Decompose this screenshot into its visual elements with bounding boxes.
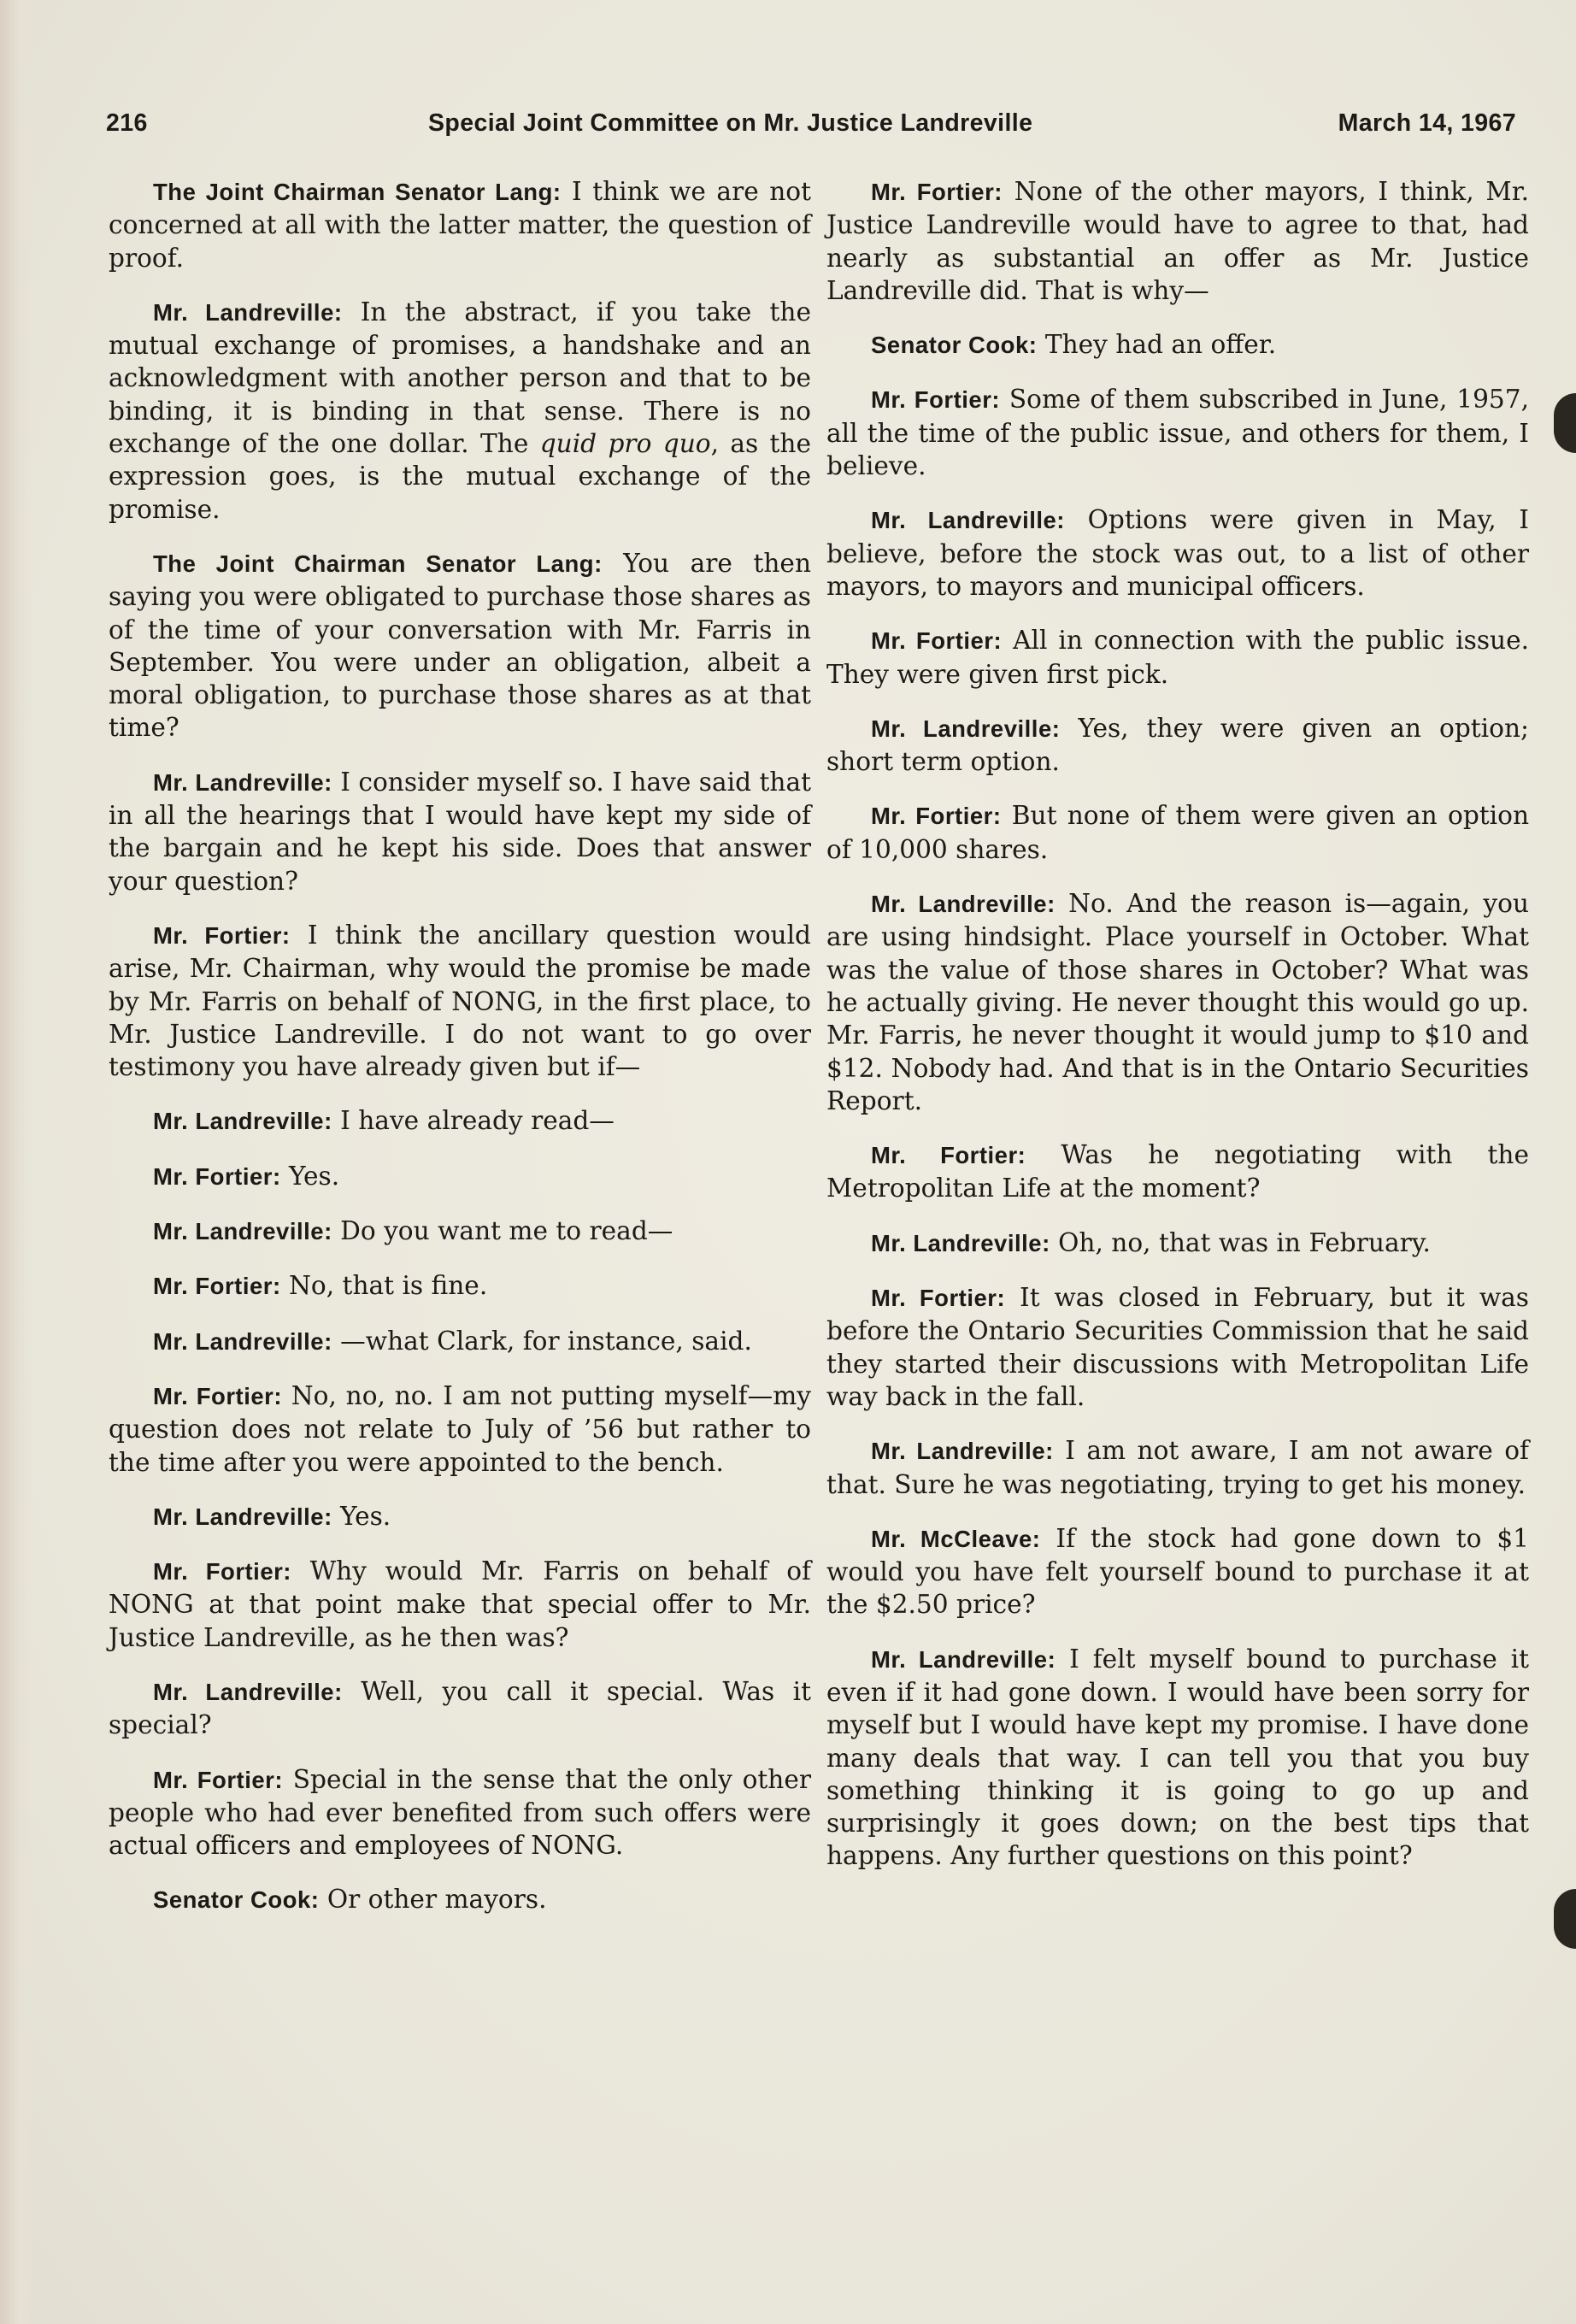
speech-text: I am not aware, I am not aware of that. Sure he was negotiating, trying to get his money. xyxy=(826,1436,1529,1499)
header-date: March 14, 1967 xyxy=(1338,109,1516,137)
speaker-name: Mr. Landreville: xyxy=(153,1218,332,1245)
transcript-paragraph xyxy=(109,175,811,274)
speech-text: Special in the sense that the only other people who had ever benefited from such offers were actual officers and employees of NONG. xyxy=(109,1764,811,1861)
speech-text: Yes. xyxy=(332,1501,391,1531)
transcript-paragraph xyxy=(109,1675,811,1742)
transcript-paragraph xyxy=(109,1104,811,1138)
transcript-paragraph xyxy=(109,296,811,526)
speaker-name: Mr. Fortier: xyxy=(871,386,1001,414)
speech-text: I think we are not concerned at all with the latter matter, the question of proof. xyxy=(109,177,811,273)
transcript-paragraph xyxy=(826,1138,1529,1205)
speaker-name: Senator Cook: xyxy=(871,332,1038,359)
speech-text: But none of them were given an option of 10,000 shares. xyxy=(826,801,1530,864)
running-title: Special Joint Committee on Mr. Justice Landreville xyxy=(428,109,1033,137)
right-column xyxy=(826,175,1529,1894)
transcript-paragraph xyxy=(109,1555,811,1654)
speech-text: Or other mayors. xyxy=(319,1885,547,1915)
speaker-name: Mr. Fortier: xyxy=(871,179,1003,205)
speaker-name: Mr. Landreville: xyxy=(153,1678,343,1705)
speaker-name: Mr. Fortier: xyxy=(153,1382,282,1409)
transcript-paragraph xyxy=(109,1500,811,1533)
speech-text: Oh, no, that was in February. xyxy=(1050,1227,1431,1257)
transcript-paragraph xyxy=(826,328,1529,362)
speech-text: I consider myself so. I have said that in all the hearings that I would have kept my side of the bargain and he kept his side. Does that answer your question? xyxy=(109,767,811,896)
left-column xyxy=(109,175,811,1939)
speech-text: Why would Mr. Farris on behalf of NONG at that point make that special offer to Mr. Justice Landreville, as he then was? xyxy=(109,1556,811,1652)
transcript-paragraph xyxy=(109,1215,811,1248)
speaker-name: Mr. Fortier: xyxy=(871,803,1002,830)
speech-text: None of the other mayors, I think, Mr. Justice Landreville would have to agree to that, had nearly as substantial an offer as Mr. Justice Landreville did. That is why— xyxy=(826,177,1530,305)
page-header xyxy=(106,109,1516,147)
speaker-name: Mr. Fortier: xyxy=(153,1273,281,1300)
transcript-paragraph xyxy=(826,1281,1529,1413)
speaker-name: Mr. Landreville: xyxy=(153,1503,332,1530)
speaker-name: Mr. Landreville: xyxy=(153,1108,332,1135)
transcript-paragraph xyxy=(109,1325,811,1358)
speech-text: You are then saying you were obligated to purchase those shares as of the time of your conversation with Mr. Farris in September. You were under an obligation, albeit a moral obligation, to purchase those shares as at that time? xyxy=(109,548,812,743)
speech-text: Some of them subscribed in June, 1957, all the time of the public issue, and others for them, I believe. xyxy=(826,385,1529,481)
transcript-paragraph xyxy=(826,712,1529,779)
speech-text: Do you want me to read— xyxy=(332,1216,673,1246)
transcript-paragraph xyxy=(826,624,1529,691)
transcript-paragraph xyxy=(109,547,811,744)
speech-text: I think the ancillary question would arise, Mr. Chairman, why would the promise be made by Mr. Farris on behalf of NONG, in the first place, to Mr. Justice Landreville. I do not want to go over testimony you have already given but if— xyxy=(109,920,811,1082)
speaker-name: Mr. Fortier: xyxy=(153,921,291,949)
speech-text: Options were given in May, I believe, before the stock was out, to a list of other mayors, to mayors and municipal officers. xyxy=(826,505,1529,601)
speaker-name: Mr. Fortier: xyxy=(871,1142,1026,1169)
speaker-name: The Joint Chairman Senator Lang: xyxy=(153,179,562,205)
speaker-name: Mr. Landreville: xyxy=(871,507,1065,534)
speech-text: Well, you call it special. Was it special? xyxy=(109,1676,811,1740)
transcript-paragraph xyxy=(109,1269,811,1303)
speaker-name: Mr. Fortier: xyxy=(153,1558,291,1586)
transcript-paragraph xyxy=(109,766,811,897)
transcript-paragraph xyxy=(109,919,811,1083)
speech-text: , as the expression goes, is the mutual exchange of the promise. xyxy=(109,429,811,524)
speech-text: They had an offer. xyxy=(1037,330,1277,360)
speech-text: In the abstract, if you take the mutual exchange of promises, a handshake and an acknowledgment with another person and that to be binding, it is binding in that sense. There is no exchange of the one dollar. The xyxy=(109,297,811,459)
speech-text: It was closed in February, but it was before the Ontario Securities Commission that he said they started their discussions with Metropolitan Life way back in the fall. xyxy=(826,1283,1529,1411)
speaker-name: The Joint Chairman Senator Lang: xyxy=(153,550,603,577)
speaker-name: Mr. Fortier: xyxy=(153,1162,281,1190)
speech-text: No, that is fine. xyxy=(280,1271,488,1301)
page-number: 216 xyxy=(106,109,148,137)
binder-clip-mark xyxy=(1554,393,1576,453)
speech-text: I felt myself bound to purchase it even if it had gone down. I would have been sorry for myself but I would have kept my promise. I have done many deals that way. I can tell you that you buy something thinking it is going to go up and surprisingly it goes down; on the best tips that happens. Any further questions on this point? xyxy=(826,1644,1529,1871)
speaker-name: Mr. Landreville: xyxy=(871,1229,1050,1256)
speech-text: —what Clark, for instance, said. xyxy=(332,1326,752,1356)
transcript-paragraph xyxy=(109,1883,811,1916)
speech-text: Yes, they were given an option; short term option. xyxy=(826,713,1529,777)
speaker-name: Mr. McCleave: xyxy=(871,1525,1041,1552)
page-spine-shadow xyxy=(0,0,32,2324)
speaker-name: Mr. Fortier: xyxy=(871,1285,1006,1312)
speech-text: If the stock had gone down to $1 would you have felt yourself bound to purchase it at the $2.50 price? xyxy=(826,1523,1529,1620)
transcript-paragraph xyxy=(826,1227,1529,1260)
speech-text: No, no, no. I am not putting myself—my question does not relate to July of ’56 but rather to the time after you were appointed to the bench. xyxy=(109,1380,811,1477)
transcript-paragraph xyxy=(109,1380,811,1479)
speech-text: All in connection with the public issue. They were given first pick. xyxy=(826,626,1529,689)
speaker-name: Mr. Landreville: xyxy=(871,1438,1054,1465)
transcript-paragraph xyxy=(826,1434,1529,1501)
speaker-name: Mr. Landreville: xyxy=(871,1645,1056,1673)
speech-text: No. And the reason is—again, you are using hindsight. Place yourself in October. What was the value of those shares in October? What was he actually giving. He never thought this would go up. Mr. Farris, he never thought it would jump to $10 and $12. Nobody had. And that is in the Ontario Securities Report. xyxy=(826,889,1529,1115)
transcript-paragraph xyxy=(826,503,1529,603)
italic-phrase: quid pro quo xyxy=(539,429,711,459)
speaker-name: Mr. Landreville: xyxy=(871,891,1056,918)
speaker-name: Mr. Landreville: xyxy=(153,1327,332,1355)
speech-text: Yes. xyxy=(280,1161,340,1191)
speech-text: I have already read— xyxy=(332,1106,615,1136)
speaker-name: Mr. Fortier: xyxy=(871,627,1003,655)
transcript-paragraph xyxy=(109,1763,811,1862)
transcript-paragraph xyxy=(826,383,1529,482)
transcript-paragraph xyxy=(826,799,1529,866)
speaker-name: Senator Cook: xyxy=(153,1886,320,1914)
transcript-paragraph xyxy=(826,1643,1529,1873)
transcript-paragraph xyxy=(826,1522,1529,1621)
binder-clip-mark xyxy=(1554,1889,1576,1949)
speaker-name: Mr. Landreville: xyxy=(153,768,332,796)
speech-text: Was he negotiating with the Metropolitan Life at the moment? xyxy=(826,1140,1529,1203)
speaker-name: Mr. Fortier: xyxy=(153,1766,283,1793)
transcript-paragraph xyxy=(109,1160,811,1193)
speaker-name: Mr. Landreville: xyxy=(153,298,343,326)
transcript-paragraph xyxy=(826,887,1529,1117)
transcript-paragraph xyxy=(826,175,1529,307)
speaker-name: Mr. Landreville: xyxy=(871,715,1061,742)
